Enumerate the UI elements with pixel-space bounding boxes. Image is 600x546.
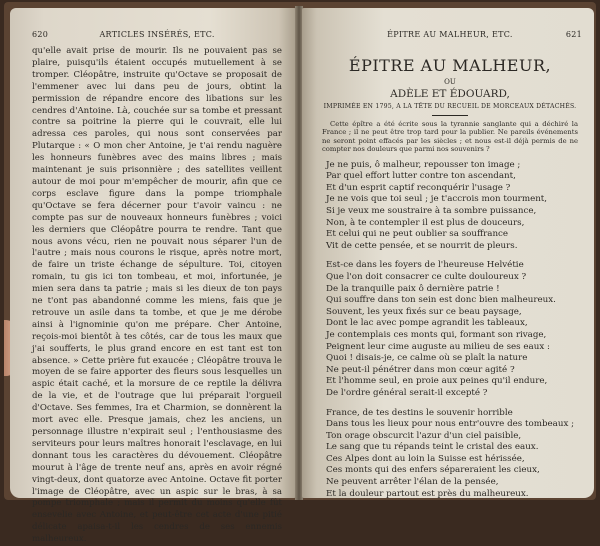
right-page (302, 8, 594, 498)
verse-line: Quoi ! disais-je, ce calme où se plaît la nature (326, 353, 528, 364)
poem-verse (318, 160, 582, 501)
verse-line: Dans tous les lieux pour nous entr'ouvre des tombeaux ; (326, 419, 575, 430)
verse-line: Vit de cette pensée, et se nourrit de pleurs. (326, 240, 518, 251)
verse-line: Je ne puis, ô malheur, repousser ton image ; (326, 159, 521, 170)
left-paragraph: qu'elle avait prise de mourir. Ils ne pouvaient pas se plaire, puisqu'ils étaient occupés mutuellement à se tromper. Cléopâtre, instruite qu'Octave se proposait de l'emmener avec lui dans peu de jours, obtint la permission de répandre encore des libations sur les cendres d'Antoine. Là, couchée sur sa tombe et pressant contre sa poitrine la pierre qui le couvrait, elle lui adressa ces paroles, qui nous sont conservées par Plutarque : « O mon cher Antoine, je t'ai rendu naguère les honneurs funèbres avec des mains libres ; mais maintenant je suis prisonnière ; des satellites veillent autour de moi pour m'empêcher de mourir, afin que ce corps esclave figure dans la pompe triomphale qu'Octave se fera décerner pour t'avoir vaincu : ne compte pas sur de nouveaux honneurs funèbres ; voici les derniers que Cléopâtre pourra te rendre. Tant que nous avons vécu, rien ne pouvait nous séparer l'un de l'autre ; mais nous courons le risque, après notre mort, de faire un triste échange de sépulture. Toi, citoyen romain, tu gis ici ton tombeau, et moi, infortunée, je mien sera dans ta patrie ; mais si les dieux de ton pays ne t'ont pas abandonné comme les miens, fais que je retrouve un asile dans ta tombe, et que je me dérobe ainsi à l'ignominie qu'on me prépare. Cher Antoine, reçois-moi bientôt à tes côtés, car de tous les maux que j'ai soufferts, le plus grand encore en est tant est ton absence. » Cette prière fut exaucée ; Cléopâtre trouva le moyen de se faire apporter des fleurs sous lesquelles un aspic était caché, et la morsure de ce reptile la délivra de la vie, et de l'outrage que lui préparait l'orgueil d'Octave. Ses femmes, Ira et Charmion, se donnèrent la mort avec elle. Presque jamais, chez les anciens, un personnage illustre n'expirait seul ; l'enthousiasme des serviteurs pour leurs maîtres honorait l'esclavage, en lui donnant tous les caractères du dévouement. Cléopâtre mourut à l'âge de trente neuf ans, après en avoir régné vingt-deux, dont quatorze avec Antoine. Octave fit porter l'image de Cléopâtre, avec un aspic sur le bras, à sa pompe triomphale ; mais il permit du moins qu'elle fût ensevelie avec Antoine, et peut-être cet acte d'une pitié délicate apaisa-t-il les cendres de ses ennemis malheureux. (32, 46, 282, 545)
left-page-number: 620 (32, 30, 49, 39)
verse-line: Et celui qui ne peut oublier sa souffrance (326, 229, 509, 240)
divider (432, 115, 468, 116)
verse-line: Ne peut-il pénétrer dans mon cœur agité ? (326, 364, 515, 375)
poem-subtitle: ADÈLE ET ÉDOUARD, (390, 88, 510, 100)
verse-line: Est-ce dans les foyers de l'heureuse Helvétie (326, 260, 524, 271)
verse-line: Si je veux me soustraire à ta sombre puissance, (326, 206, 537, 216)
verse-line: Je contemplais ces monts qui, formant son rivage, (326, 329, 547, 340)
right-running-head: ÉPITRE AU MALHEUR, ETC. (387, 30, 513, 39)
poem-note: Cette épître a été écrite sous la tyrannie sanglante qui a déchiré la France ; il ne peut être trop tard pour la publier. Ne pareils événements ne seront point effacés par les siècles ; et nous est-il déjà permis de ne compter nos douleurs que parmi nos souvenirs ? (322, 120, 578, 154)
poem-imprint: IMPRIMÉE EN 1795, A LA TÊTE DU RECUEIL DE MORCEAUX DÉTACHÉS. (323, 103, 577, 110)
poem-ou: OU (444, 78, 456, 86)
verse-line: De l'ordre général serait-il excepté ? (326, 387, 488, 398)
verse-line: Par quel effort lutter contre ton ascendant, (326, 171, 516, 182)
left-body-text (32, 46, 282, 546)
verse-line: Et l'homme seul, en proie aux peines qu'il endure, (326, 376, 548, 387)
left-header (32, 8, 282, 44)
verse-line: De la tranquille paix ô dernière patrie ! (326, 283, 500, 294)
verse-line: Dont le lac avec pompe agrandit les tableaux, (326, 318, 528, 329)
stanza-gap (318, 400, 582, 408)
open-book (4, 2, 596, 545)
verse-line: Non, à te contempler il est plus de douceurs, (326, 217, 525, 228)
verse-line: Le sang que tu répands teint le cristal des eaux. (326, 442, 539, 453)
verse-line: France, de tes destins le souvenir horrible (326, 407, 513, 418)
verse-line: Ne peuvent arrêter l'élan de la pensée, (326, 477, 499, 488)
right-header (318, 8, 582, 44)
verse-line: Peignent leur cime auguste au milieu de ses eaux : (326, 341, 550, 352)
verse-line: Qui souffre dans ton sein est donc bien malheureux. (326, 295, 556, 306)
poem-title: ÉPITRE AU MALHEUR, (348, 56, 552, 75)
verse-line: Je ne vois que toi seul ; je t'accrois mon tourment, (326, 194, 548, 205)
verse-line: Ton orage obscurcit l'azur d'un ciel paisible, (326, 430, 522, 441)
verse-line: Souvent, les yeux fixés sur ce beau paysage, (326, 306, 522, 317)
verse-line: Que l'on doit consacrer ce culte douloureux ? (326, 271, 527, 282)
verse-line: Ces Alpes dont au loin la Suisse est hérissée, (326, 453, 525, 464)
right-page-number: 621 (565, 30, 582, 39)
left-running-head: ARTICLES INSÉRÉS, ETC. (99, 30, 215, 39)
left-page (10, 8, 296, 545)
verse-line: Et d'un esprit captif reconquérir l'usage ? (326, 182, 511, 193)
verse-line: Et la douleur partout est près du malheureux. (326, 488, 529, 499)
verse-line: Ces monts qui des enfers sépareraient les cieux, (326, 465, 540, 476)
